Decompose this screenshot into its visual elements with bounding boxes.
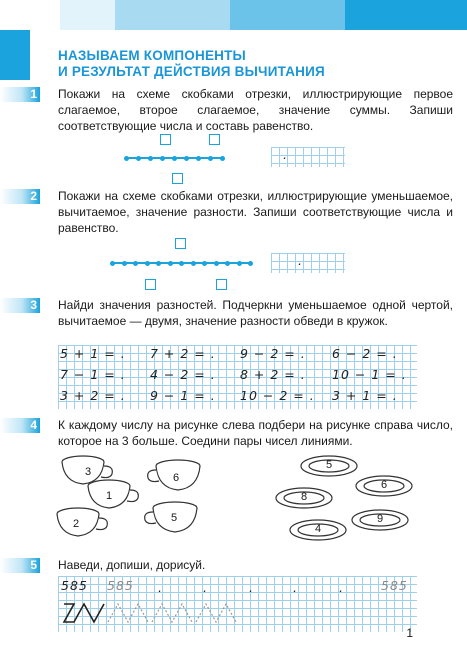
segment-point <box>133 261 138 266</box>
band-segment <box>115 0 230 30</box>
copy-dot: . <box>203 580 208 595</box>
segment-point <box>172 156 177 161</box>
copy-trace: 585 <box>381 578 408 593</box>
plate-number: 9 <box>376 513 384 525</box>
expression: 6 − 2 = . <box>332 346 398 361</box>
answer-grid[interactable] <box>271 253 345 273</box>
band-segment <box>345 0 467 30</box>
expression: 10 − 1 = . <box>332 367 407 382</box>
band-segment <box>60 0 115 30</box>
segment-point <box>214 261 219 266</box>
segment-point <box>184 156 189 161</box>
plate-number: 6 <box>380 479 388 491</box>
answer-box[interactable] <box>145 279 156 290</box>
page-title <box>58 48 325 80</box>
task-number: 2 <box>30 189 37 203</box>
band-segment <box>230 0 345 30</box>
copy-dot: . <box>293 580 298 595</box>
task-number: 4 <box>30 418 37 432</box>
answer-box[interactable] <box>209 134 220 145</box>
task-number-tab <box>0 87 40 102</box>
cup-number: 2 <box>72 518 80 530</box>
segment-point <box>160 156 165 161</box>
expression: 3 + 2 = . <box>60 388 126 403</box>
answer-box[interactable] <box>216 279 227 290</box>
segment-point <box>225 261 230 266</box>
answer-box[interactable] <box>175 238 186 249</box>
segment-point <box>110 261 115 266</box>
answer-box[interactable] <box>160 134 171 145</box>
expression: 10 − 2 = . <box>240 388 315 403</box>
task-number-tab <box>0 558 40 573</box>
header-band <box>0 0 467 30</box>
segment-point <box>168 261 173 266</box>
answer-box[interactable] <box>172 173 183 184</box>
task-number: 3 <box>30 298 37 312</box>
cups-illustration <box>50 448 220 554</box>
copy-dot: . <box>339 580 344 595</box>
plate-number: 4 <box>314 523 322 535</box>
segment-point <box>208 156 213 161</box>
segment-point <box>136 156 141 161</box>
side-accent <box>0 30 30 80</box>
segment-point <box>145 261 150 266</box>
task-number: 5 <box>30 558 37 572</box>
segment-point <box>148 156 153 161</box>
answer-dot: . <box>298 253 303 268</box>
segment-point <box>191 261 196 266</box>
expression: 9 − 1 = . <box>150 388 216 403</box>
copy-dot: . <box>249 580 254 595</box>
expression: 3 + 1 = . <box>332 388 398 403</box>
expression: 9 − 2 = . <box>240 346 306 361</box>
expression: 7 − 1 = . <box>60 367 126 382</box>
band-segment <box>0 0 60 30</box>
cup-number: 3 <box>84 466 92 478</box>
expression: 5 + 1 = . <box>60 346 126 361</box>
segment-point <box>196 156 201 161</box>
segment-point <box>237 261 242 266</box>
task-4-text: К каждому числу на рисунке слева подбери на рисунке справа число, которое на 3 больше. Соедини пары чисел линиями. <box>58 418 453 448</box>
title-line-1: НАЗЫВАЕМ КОМПОНЕНТЫ <box>58 48 246 63</box>
cup-number: 6 <box>172 472 180 484</box>
cup-number: 5 <box>170 512 178 524</box>
segment-point <box>248 261 253 266</box>
segment-point <box>156 261 161 266</box>
segment-point <box>220 156 225 161</box>
task-number-tab <box>0 418 40 433</box>
task-3-text: Найди значения разностей. Подчеркни уменьшаемое одной чертой, вычитаемое — двумя, значение разности обведи в кружок. <box>58 298 453 328</box>
expression: 4 − 2 = . <box>150 367 216 382</box>
page-number: 1 <box>406 626 413 640</box>
task-1-text: Покажи на схеме скобками отрезки, иллюстрирующие первое слагаемое, второе слагаемое, значение суммы. Запиши соответствующие числа и составь равенство. <box>58 87 453 133</box>
plate-number: 5 <box>325 459 333 471</box>
segment-point <box>122 261 127 266</box>
task-5-text: Наведи, допиши, дорисуй. <box>58 558 206 572</box>
task-number: 1 <box>30 87 37 101</box>
expression: 8 + 2 = . <box>240 367 306 382</box>
plate-number: 8 <box>300 491 308 503</box>
segment-point <box>179 261 184 266</box>
copy-sample: 585 <box>61 578 88 593</box>
task-number-tab <box>0 189 40 204</box>
expression: 7 + 2 = . <box>150 346 216 361</box>
segment-point <box>202 261 207 266</box>
cup-number: 1 <box>105 490 113 502</box>
segment-point <box>124 156 129 161</box>
title-line-2: И РЕЗУЛЬТАТ ДЕЙСТВИЯ ВЫЧИТАНИЯ <box>58 64 325 79</box>
pattern-drawing <box>60 598 250 628</box>
copy-dot: . <box>158 580 163 595</box>
answer-dot: . <box>283 147 288 162</box>
copy-trace: 585 <box>107 578 134 593</box>
task-2-text: Покажи на схеме скобками отрезки, иллюстрирующие уменьшаемое, вычитаемое, значение разности. Запиши соответствующие числа и равенство. <box>58 189 453 235</box>
task-number-tab <box>0 298 40 313</box>
